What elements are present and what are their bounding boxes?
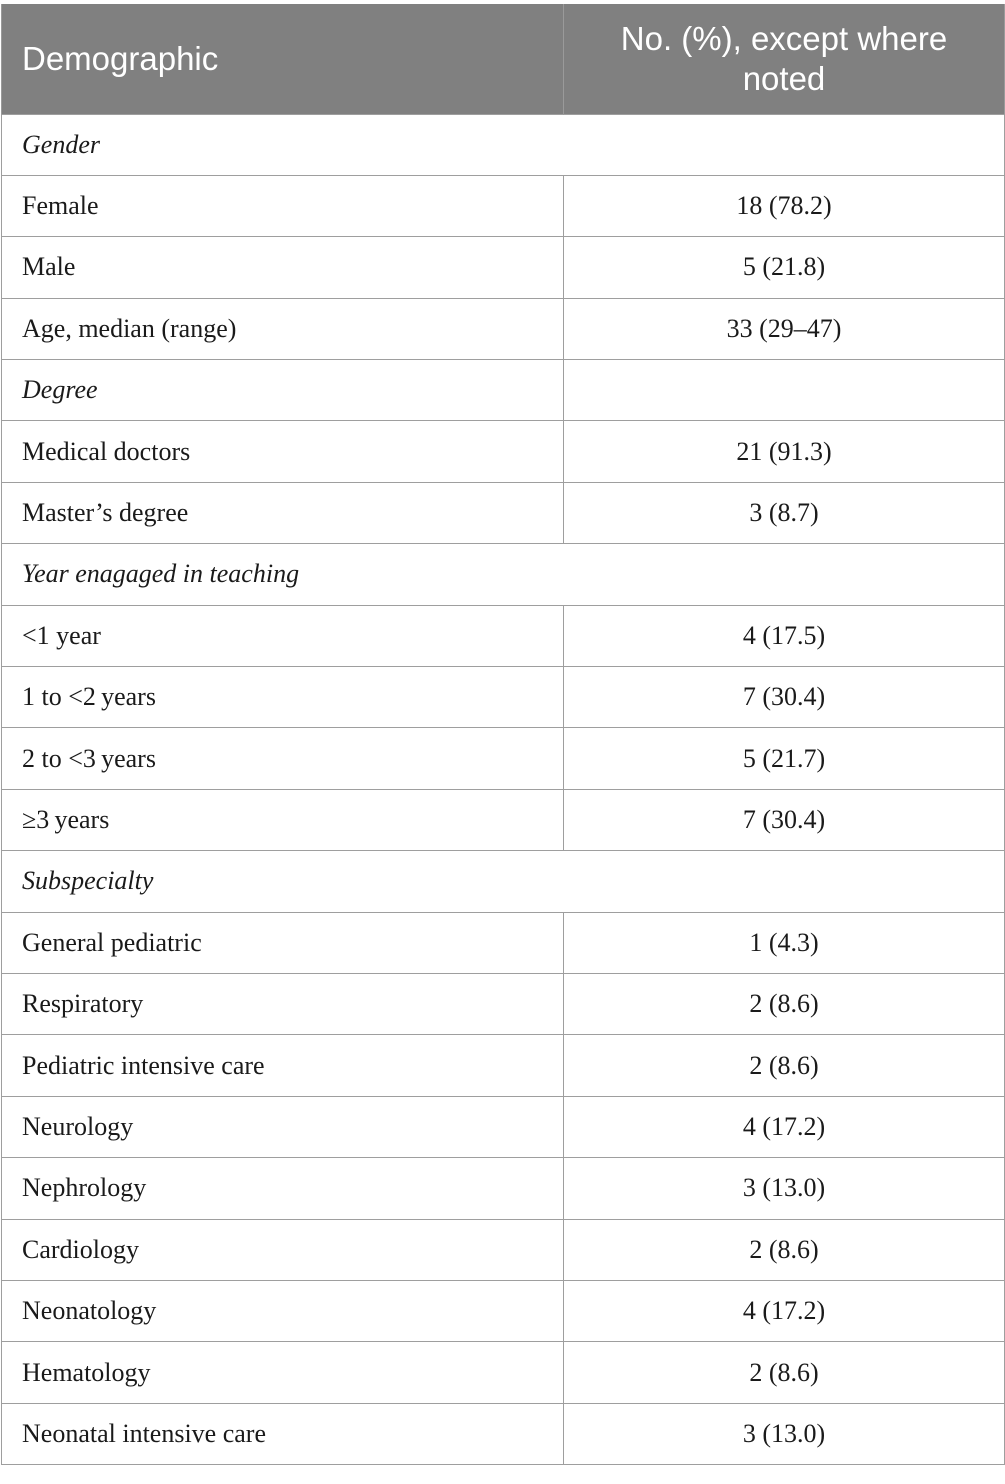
row-value: 2 (8.6) bbox=[564, 1342, 1005, 1403]
table-row bbox=[2, 789, 1005, 850]
table-row bbox=[2, 1403, 1005, 1464]
row-value: 4 (17.5) bbox=[564, 605, 1005, 666]
row-label: Female bbox=[2, 175, 564, 236]
table-row bbox=[2, 973, 1005, 1034]
row-value: 2 (8.6) bbox=[564, 1035, 1005, 1096]
table-row bbox=[2, 728, 1005, 789]
table-row bbox=[2, 667, 1005, 728]
table-row bbox=[2, 1158, 1005, 1219]
table-row bbox=[2, 175, 1005, 236]
row-label: Male bbox=[2, 237, 564, 298]
table-row bbox=[2, 1096, 1005, 1157]
row-value: 21 (91.3) bbox=[564, 421, 1005, 482]
section-label: Gender bbox=[2, 114, 1005, 175]
table-body bbox=[2, 114, 1005, 1465]
table-row bbox=[2, 605, 1005, 666]
demographics-table bbox=[1, 4, 1005, 1465]
row-label: General pediatric bbox=[2, 912, 564, 973]
section-label: Degree bbox=[2, 360, 564, 421]
header-row bbox=[2, 4, 1005, 114]
row-label: 1 to <2 years bbox=[2, 667, 564, 728]
row-label: Master’s degree bbox=[2, 482, 564, 543]
row-label: Medical doctors bbox=[2, 421, 564, 482]
row-value: 7 (30.4) bbox=[564, 667, 1005, 728]
row-value: 33 (29–47) bbox=[564, 298, 1005, 359]
row-value: 18 (78.2) bbox=[564, 175, 1005, 236]
section-row bbox=[2, 360, 1005, 421]
row-label: Hematology bbox=[2, 1342, 564, 1403]
section-row bbox=[2, 114, 1005, 175]
table-row bbox=[2, 482, 1005, 543]
row-label: Respiratory bbox=[2, 973, 564, 1034]
row-value: 5 (21.7) bbox=[564, 728, 1005, 789]
row-label: 2 to <3 years bbox=[2, 728, 564, 789]
section-label: Subspecialty bbox=[2, 851, 1005, 912]
table-row bbox=[2, 912, 1005, 973]
row-label: Age, median (range) bbox=[2, 298, 564, 359]
row-label: Neonatal intensive care bbox=[2, 1403, 564, 1464]
row-label: Cardiology bbox=[2, 1219, 564, 1280]
row-value: 7 (30.4) bbox=[564, 789, 1005, 850]
row-value: 3 (8.7) bbox=[564, 482, 1005, 543]
row-value: 5 (21.8) bbox=[564, 237, 1005, 298]
row-value: 3 (13.0) bbox=[564, 1403, 1005, 1464]
section-row bbox=[2, 544, 1005, 605]
table-row bbox=[2, 298, 1005, 359]
section-label: Year enagaged in teaching bbox=[2, 544, 1005, 605]
header-count-percent: No. (%), except where noted bbox=[564, 4, 1005, 114]
row-label: <1 year bbox=[2, 605, 564, 666]
row-label: Nephrology bbox=[2, 1158, 564, 1219]
row-value: 3 (13.0) bbox=[564, 1158, 1005, 1219]
row-label: Pediatric intensive care bbox=[2, 1035, 564, 1096]
row-label: ≥3 years bbox=[2, 789, 564, 850]
section-row bbox=[2, 851, 1005, 912]
header-demographic: Demographic bbox=[2, 4, 564, 114]
row-value: 4 (17.2) bbox=[564, 1280, 1005, 1341]
row-value: 1 (4.3) bbox=[564, 912, 1005, 973]
table-row bbox=[2, 421, 1005, 482]
row-label: Neurology bbox=[2, 1096, 564, 1157]
row-value bbox=[564, 360, 1005, 421]
table-row bbox=[2, 1219, 1005, 1280]
row-value: 4 (17.2) bbox=[564, 1096, 1005, 1157]
table-row bbox=[2, 237, 1005, 298]
row-value: 2 (8.6) bbox=[564, 973, 1005, 1034]
row-label: Neonatology bbox=[2, 1280, 564, 1341]
row-value: 2 (8.6) bbox=[564, 1219, 1005, 1280]
table-row bbox=[2, 1035, 1005, 1096]
table-header bbox=[2, 4, 1005, 114]
table-row bbox=[2, 1280, 1005, 1341]
table-row bbox=[2, 1342, 1005, 1403]
